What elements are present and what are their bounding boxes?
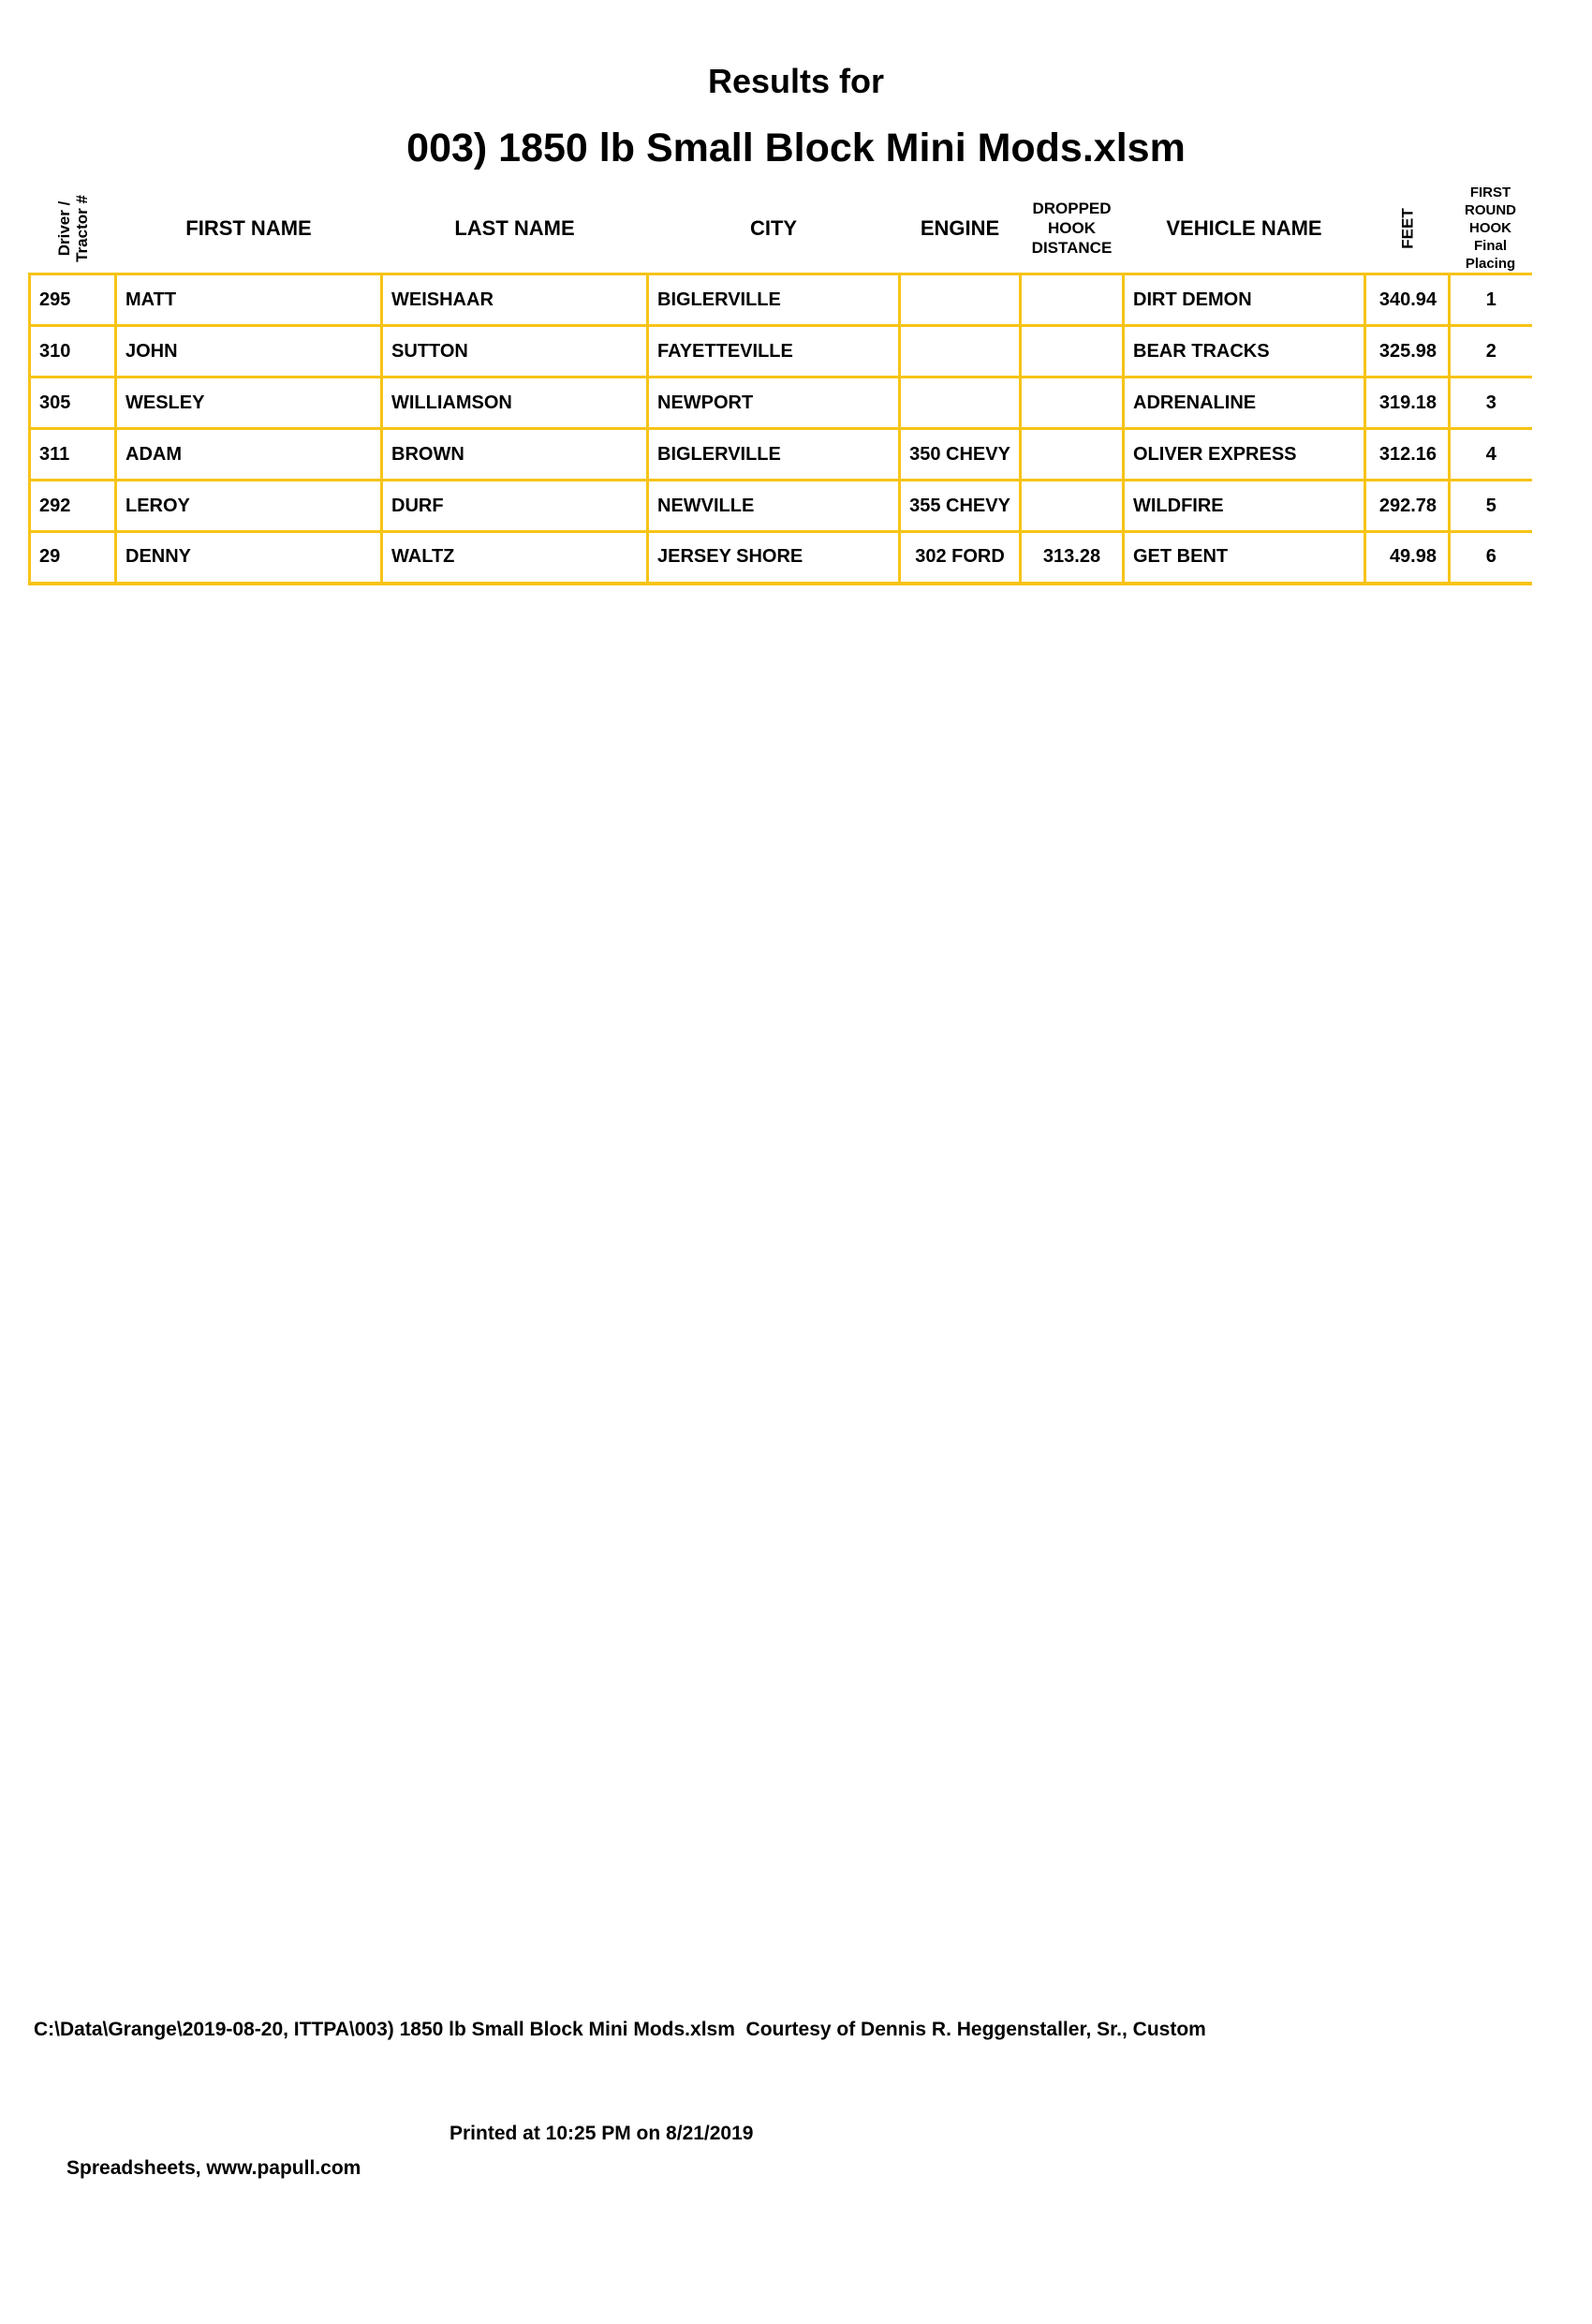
cell-engine: [900, 377, 1021, 429]
cell-last-name: BROWN: [382, 429, 648, 481]
cell-vehicle-name: DIRT DEMON: [1124, 274, 1365, 326]
cell-dropped-hook-distance: [1021, 326, 1124, 377]
footer-printed-timestamp: Printed at 10:25 PM on 8/21/2019: [450, 2123, 754, 2144]
cell-final-placing: 4: [1450, 429, 1532, 481]
cell-final-placing: 2: [1450, 326, 1532, 377]
header-dropped-line1: DROPPED: [1032, 200, 1112, 217]
cell-first-name: DENNY: [116, 532, 382, 584]
cell-vehicle-name: BEAR TRACKS: [1124, 326, 1365, 377]
cell-engine: 350 CHEVY: [900, 429, 1021, 481]
cell-first-name: WESLEY: [116, 377, 382, 429]
header-dropped-line2: HOOK: [1048, 219, 1096, 237]
col-header-feet: [1365, 184, 1450, 274]
cell-feet: 319.18: [1365, 377, 1450, 429]
cell-feet: 49.98: [1365, 532, 1450, 584]
col-header-driver-tractor-number: [30, 184, 116, 274]
cell-dropped-hook-distance: [1021, 429, 1124, 481]
header-dropped-line3: DISTANCE: [1031, 239, 1113, 257]
header-driver-line1: Driver /: [54, 200, 73, 256]
cell-last-name: WILLIAMSON: [382, 377, 648, 429]
cell-tractor-number: 310: [30, 326, 116, 377]
header-final-line1: FIRST ROUND: [1465, 185, 1516, 218]
cell-last-name: WALTZ: [382, 532, 648, 584]
cell-first-name: MATT: [116, 274, 382, 326]
page-title: Results for: [707, 62, 885, 100]
report-filename-title: 003) 1850 lb Small Block Mini Mods.xlsm: [406, 126, 1186, 170]
rotated-header-feet: FEET: [1398, 207, 1416, 249]
cell-feet: 312.16: [1365, 429, 1450, 481]
cell-city: BIGLERVILLE: [648, 429, 900, 481]
cell-city: JERSEY SHORE: [648, 532, 900, 584]
col-header-dropped-hook-distance: [1021, 184, 1124, 274]
cell-tractor-number: 311: [30, 429, 116, 481]
cell-last-name: WEISHAAR: [382, 274, 648, 326]
cell-last-name: DURF: [382, 481, 648, 532]
cell-first-name: JOHN: [116, 326, 382, 377]
col-header-engine: ENGINE: [920, 215, 1000, 240]
cell-dropped-hook-distance: [1021, 481, 1124, 532]
cell-final-placing: 6: [1450, 532, 1532, 584]
cell-engine: [900, 326, 1021, 377]
col-header-city: CITY: [749, 215, 798, 240]
cell-dropped-hook-distance: 313.28: [1021, 532, 1124, 584]
col-header-first-name: FIRST NAME: [185, 215, 312, 240]
footer-filepath-credit: C:\Data\Grange\2019-08-20, ITTPA\003) 1850 lb Small Block Mini Mods.xlsm Courtesy of Dennis R. Heggenstaller, Sr., Custom: [34, 2019, 1206, 2040]
cell-vehicle-name: ADRENALINE: [1124, 377, 1365, 429]
cell-final-placing: 1: [1450, 274, 1532, 326]
cell-vehicle-name: GET BENT: [1124, 532, 1365, 584]
cell-engine: 355 CHEVY: [900, 481, 1021, 532]
table-row: [30, 481, 1532, 532]
footer-website: Spreadsheets, www.papull.com: [66, 2157, 361, 2179]
footer-second-line: [34, 2116, 1570, 2255]
cell-city: NEWPORT: [648, 377, 900, 429]
cell-vehicle-name: OLIVER EXPRESS: [1124, 429, 1365, 481]
cell-tractor-number: 292: [30, 481, 116, 532]
report-footer: [34, 1943, 1570, 2324]
cell-tractor-number: 295: [30, 274, 116, 326]
table-row: [30, 532, 1532, 584]
table-row: [30, 377, 1532, 429]
cell-engine: 302 FORD: [900, 532, 1021, 584]
cell-feet: 292.78: [1365, 481, 1450, 532]
table-row: [30, 429, 1532, 481]
cell-city: FAYETTEVILLE: [648, 326, 900, 377]
cell-dropped-hook-distance: [1021, 377, 1124, 429]
cell-first-name: ADAM: [116, 429, 382, 481]
header-final-line3: Final Placing: [1465, 238, 1516, 272]
col-header-first-round-hook-final-placing: [1450, 184, 1532, 274]
cell-first-name: LEROY: [116, 481, 382, 532]
cell-tractor-number: 29: [30, 532, 116, 584]
cell-engine: [900, 274, 1021, 326]
cell-last-name: SUTTON: [382, 326, 648, 377]
col-header-vehicle-name: VEHICLE NAME: [1166, 215, 1322, 240]
cell-feet: 325.98: [1365, 326, 1450, 377]
col-header-last-name: LAST NAME: [454, 215, 575, 240]
cell-vehicle-name: WILDFIRE: [1124, 481, 1365, 532]
rotated-header-text: [55, 195, 91, 262]
cell-city: BIGLERVILLE: [648, 274, 900, 326]
cell-final-placing: 5: [1450, 481, 1532, 532]
table-row: [30, 326, 1532, 377]
cell-final-placing: 3: [1450, 377, 1532, 429]
title-block: [0, 62, 1592, 171]
table-header-row: [30, 184, 1532, 274]
table-row: [30, 274, 1532, 326]
cell-city: NEWVILLE: [648, 481, 900, 532]
cell-feet: 340.94: [1365, 274, 1450, 326]
header-final-line2: HOOK: [1469, 220, 1511, 236]
cell-tractor-number: 305: [30, 377, 116, 429]
header-driver-line2: Tractor #: [72, 194, 91, 262]
cell-dropped-hook-distance: [1021, 274, 1124, 326]
results-table: [28, 184, 1532, 585]
